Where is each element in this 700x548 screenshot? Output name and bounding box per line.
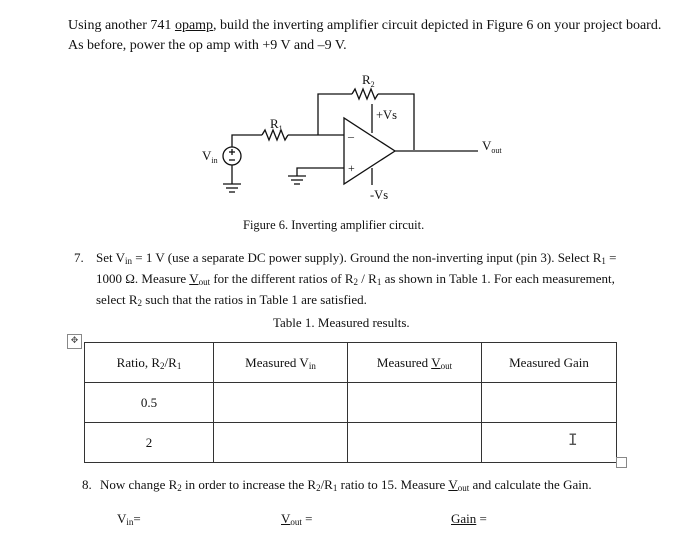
table-row: [85, 423, 617, 463]
label-vs-pos: +Vs: [376, 108, 397, 122]
header-vout: Measured $V_{out}$: [348, 343, 482, 383]
results-table: [84, 342, 617, 463]
table-header-row: [85, 343, 617, 383]
table-row: [85, 383, 617, 423]
cell-vin[interactable]: [214, 423, 348, 463]
label-vout: $V_{out}$: [482, 138, 502, 155]
feedback-wire-left: [318, 94, 352, 101]
resistor-r2: [352, 89, 378, 99]
vin-measure: $V_{in}=$: [117, 511, 141, 527]
step7-paragraph: Set $V_{in} = 1$ V (use a separate DC power supply). Ground the non-inverting input (pin 3). Select $R_1 = 1000$ Ω. Measure $V_{out}$ for the different ratios of $R_2 / R_1$ as shown in Table 1. For each measurement, select $R_2$ such that the ratios in Table 1 are satisfied.: [96, 250, 617, 308]
step7-number: 7.: [74, 250, 84, 265]
noninv-wire: [297, 168, 344, 176]
input-wire: [232, 135, 262, 136]
label-minus: –: [348, 129, 354, 143]
cell-ratio: 2: [85, 423, 214, 463]
cell-ratio: 0.5: [85, 383, 214, 423]
gain-measure: Gain =: [451, 511, 487, 526]
table-caption: Table 1. Measured results.: [273, 315, 410, 330]
vout-measure: $V_{out}$ =: [281, 511, 313, 527]
header-ratio: Ratio, $R_2/R_1$: [85, 343, 214, 383]
opamp-spelling-link[interactable]: opamp: [174, 18, 214, 33]
label-plus: +: [348, 161, 355, 175]
cell-vout[interactable]: [348, 423, 482, 463]
header-gain: Measured Gain: [482, 343, 617, 383]
cell-gain[interactable]: [482, 383, 617, 423]
resistor-r1: [262, 130, 288, 140]
text-cursor-icon: I: [568, 430, 578, 449]
cell-vin[interactable]: [214, 383, 348, 423]
step8-paragraph: Now change $R_2$ in order to increase the $R_2/R_1$ ratio to 15. Measure $V_{out}$ and calculate the Gain.: [100, 477, 592, 493]
cell-vout[interactable]: [348, 383, 482, 423]
label-vin: $V_{in}$: [202, 148, 218, 165]
table-move-handle[interactable]: ✥: [67, 334, 82, 349]
figure-caption: Figure 6. Inverting amplifier circuit.: [243, 218, 425, 232]
step8-number: 8.: [82, 477, 92, 492]
table-resize-handle[interactable]: [616, 457, 627, 468]
label-vs-neg: -Vs: [370, 188, 389, 202]
label-r2: $R_2$: [362, 72, 375, 89]
cell-gain[interactable]: [482, 423, 617, 463]
intro-text: Using another 741: [68, 18, 175, 33]
vout-link-2[interactable]: $V_{out}$: [448, 477, 470, 493]
intro-text-rest: , build the inverting amplifier circuit depicted in Figure 6 on your project board. As before, power the op amp with +9 V and –9 V.: [68, 18, 662, 53]
label-r1: $R_1$: [270, 116, 283, 133]
vout-link[interactable]: $V_{out}$: [189, 271, 211, 287]
feedback-wire-right: [378, 94, 414, 150]
header-vin: Measured $V_{in}$: [214, 343, 348, 383]
